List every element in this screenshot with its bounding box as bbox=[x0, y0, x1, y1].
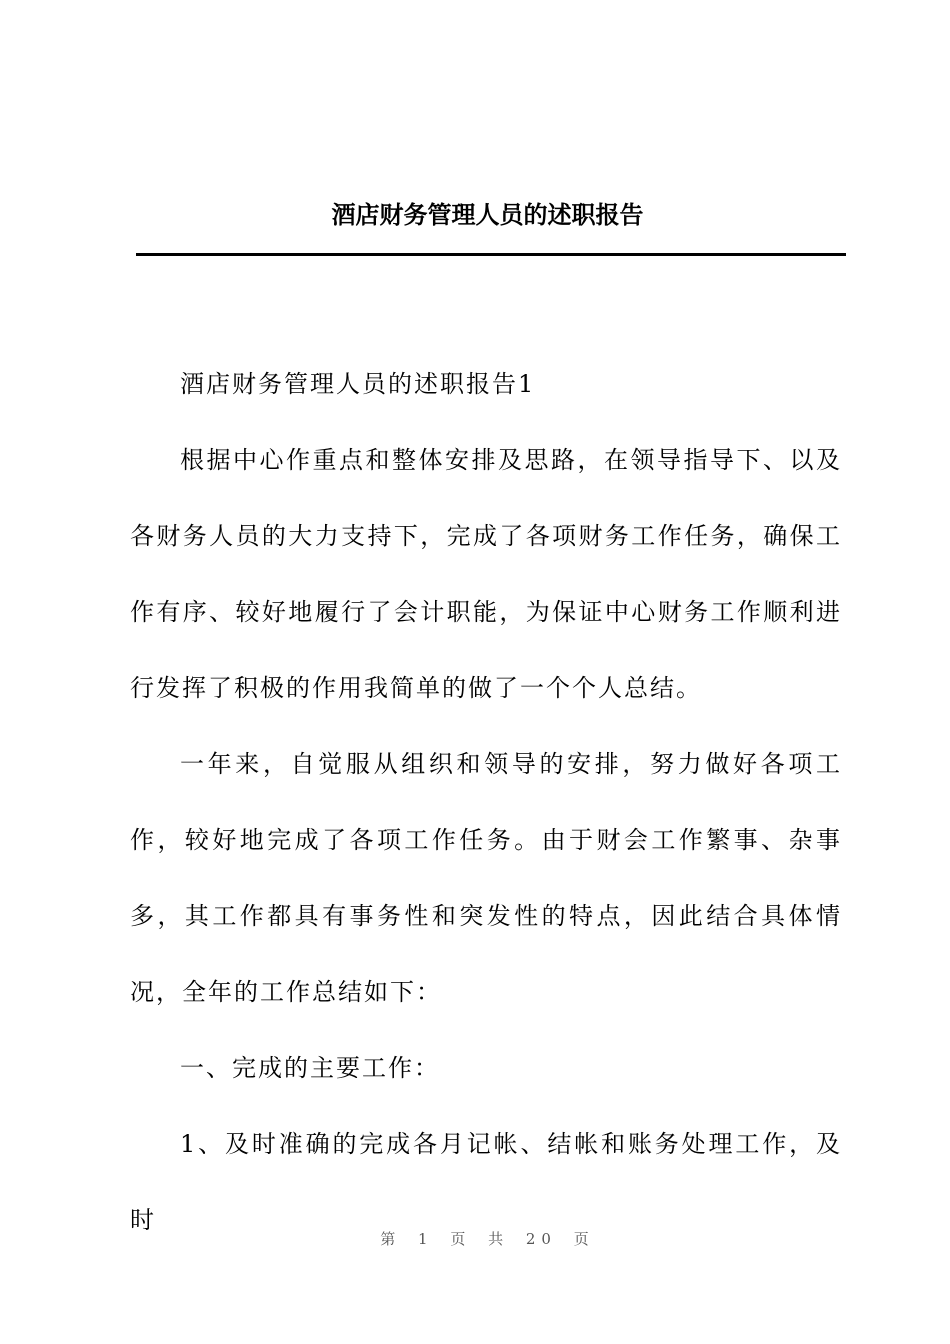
document-body bbox=[130, 346, 842, 1258]
paragraph: 一、完成的主要工作： bbox=[180, 1054, 440, 1082]
document-title: 酒店财务管理人员的述职报告 bbox=[331, 200, 644, 229]
title-underline bbox=[136, 253, 846, 256]
paragraph: 根据中心作重点和整体安排及思路，在领导指导下、以及各财务人员的大力支持下，完成了各项财务工作任务，确保工作有序、较好地履行了会计职能，为保证中心财务工作顺利进行发挥了积极的作用我简单的做了一个个人总结。 bbox=[130, 446, 842, 702]
paragraph: 一年来，自觉服从组织和领导的安排，努力做好各项工作，较好地完成了各项工作任务。由于财会工作繁事、杂事多，其工作都具有事务性和突发性的特点，因此结合具体情况，全年的工作总结如下： bbox=[130, 750, 842, 1006]
paragraph: 1、及时准确的完成各月记帐、结帐和账务处理工作，及时 bbox=[130, 1130, 842, 1234]
page-footer: 第 1 页 共 20 页 bbox=[380, 1230, 595, 1248]
section-heading: 酒店财务管理人员的述职报告1 bbox=[180, 370, 536, 398]
